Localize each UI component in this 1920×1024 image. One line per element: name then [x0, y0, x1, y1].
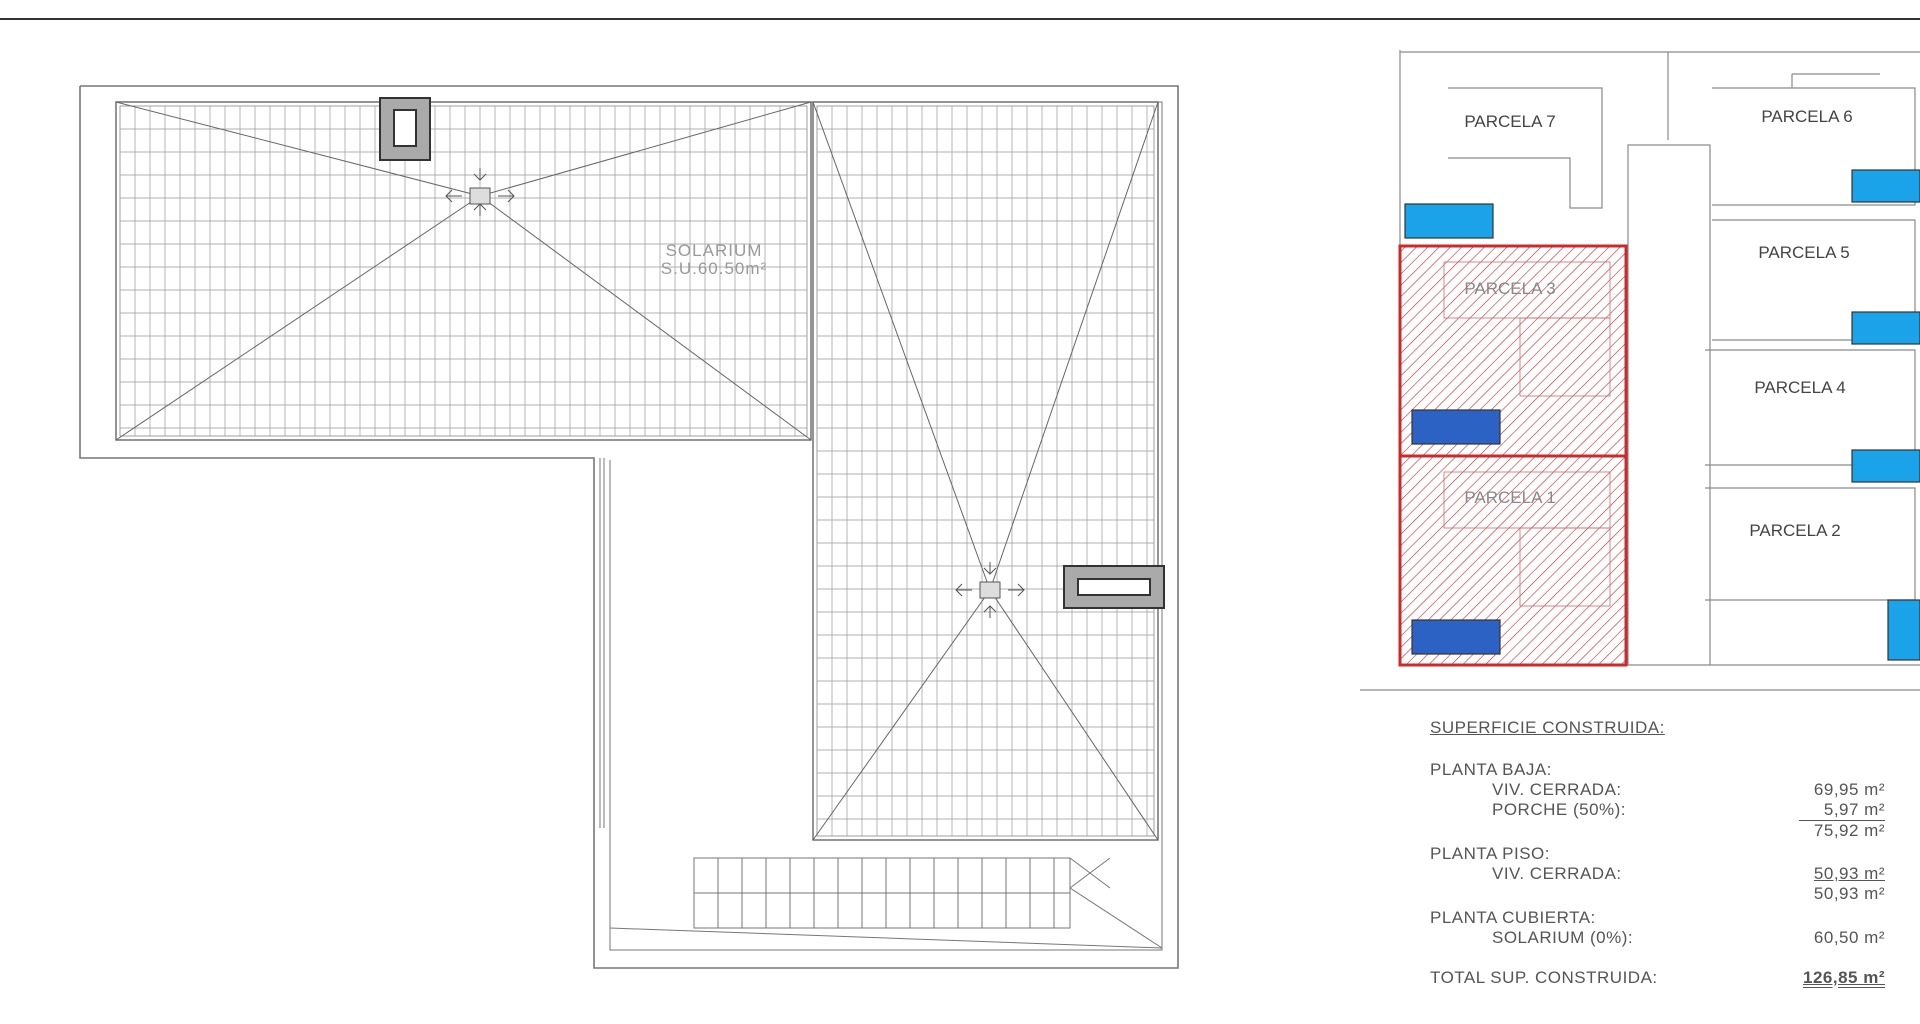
- ground-floor-label: PLANTA BAJA:: [1430, 760, 1552, 779]
- ground-floor-item-value: 5,97 m²: [1823, 800, 1885, 819]
- roof-floor-item-label: SOLARIUM (0%):: [1492, 928, 1634, 947]
- first-floor-label: PLANTA PISO:: [1430, 844, 1551, 863]
- parcel-label-6: PARCELA 6: [1761, 107, 1853, 126]
- parcel-label-1: PARCELA 1: [1464, 488, 1556, 507]
- first-floor-subtotal: 50,93 m²: [1813, 884, 1885, 903]
- solarium-label: SOLARIUM: [665, 241, 763, 260]
- total-label: TOTAL SUP. CONSTRUIDA:: [1430, 968, 1658, 987]
- roof-floor-item-value: 60,50 m²: [1813, 928, 1885, 947]
- area-table-heading: SUPERFICIE CONSTRUIDA:: [1430, 718, 1665, 737]
- highlighted-parcels: [1400, 246, 1626, 665]
- roof-floor-label: PLANTA CUBIERTA:: [1430, 908, 1596, 927]
- parcel-label-4: PARCELA 4: [1754, 378, 1846, 397]
- parcel-label-2: PARCELA 2: [1749, 521, 1841, 540]
- parcel-label-7: PARCELA 7: [1464, 112, 1556, 131]
- ground-floor-item-value: 69,95 m²: [1813, 780, 1885, 799]
- ground-floor-item-label: VIV. CERRADA:: [1492, 780, 1622, 799]
- ground-floor-subtotal: 75,92 m²: [1813, 821, 1885, 840]
- first-floor-item-label: VIV. CERRADA:: [1492, 864, 1622, 883]
- built-area-table: [1430, 718, 1885, 1008]
- first-floor-item-value: 50,93 m²: [1813, 864, 1885, 883]
- solarium-area-label: S.U.60.50m²: [660, 259, 768, 278]
- ground-floor-item-label: PORCHE (50%):: [1492, 800, 1627, 819]
- parcel-label-5: PARCELA 5: [1758, 243, 1850, 262]
- parcel-label-3: PARCELA 3: [1464, 279, 1556, 298]
- total-value: 126,85 m²: [1803, 968, 1885, 987]
